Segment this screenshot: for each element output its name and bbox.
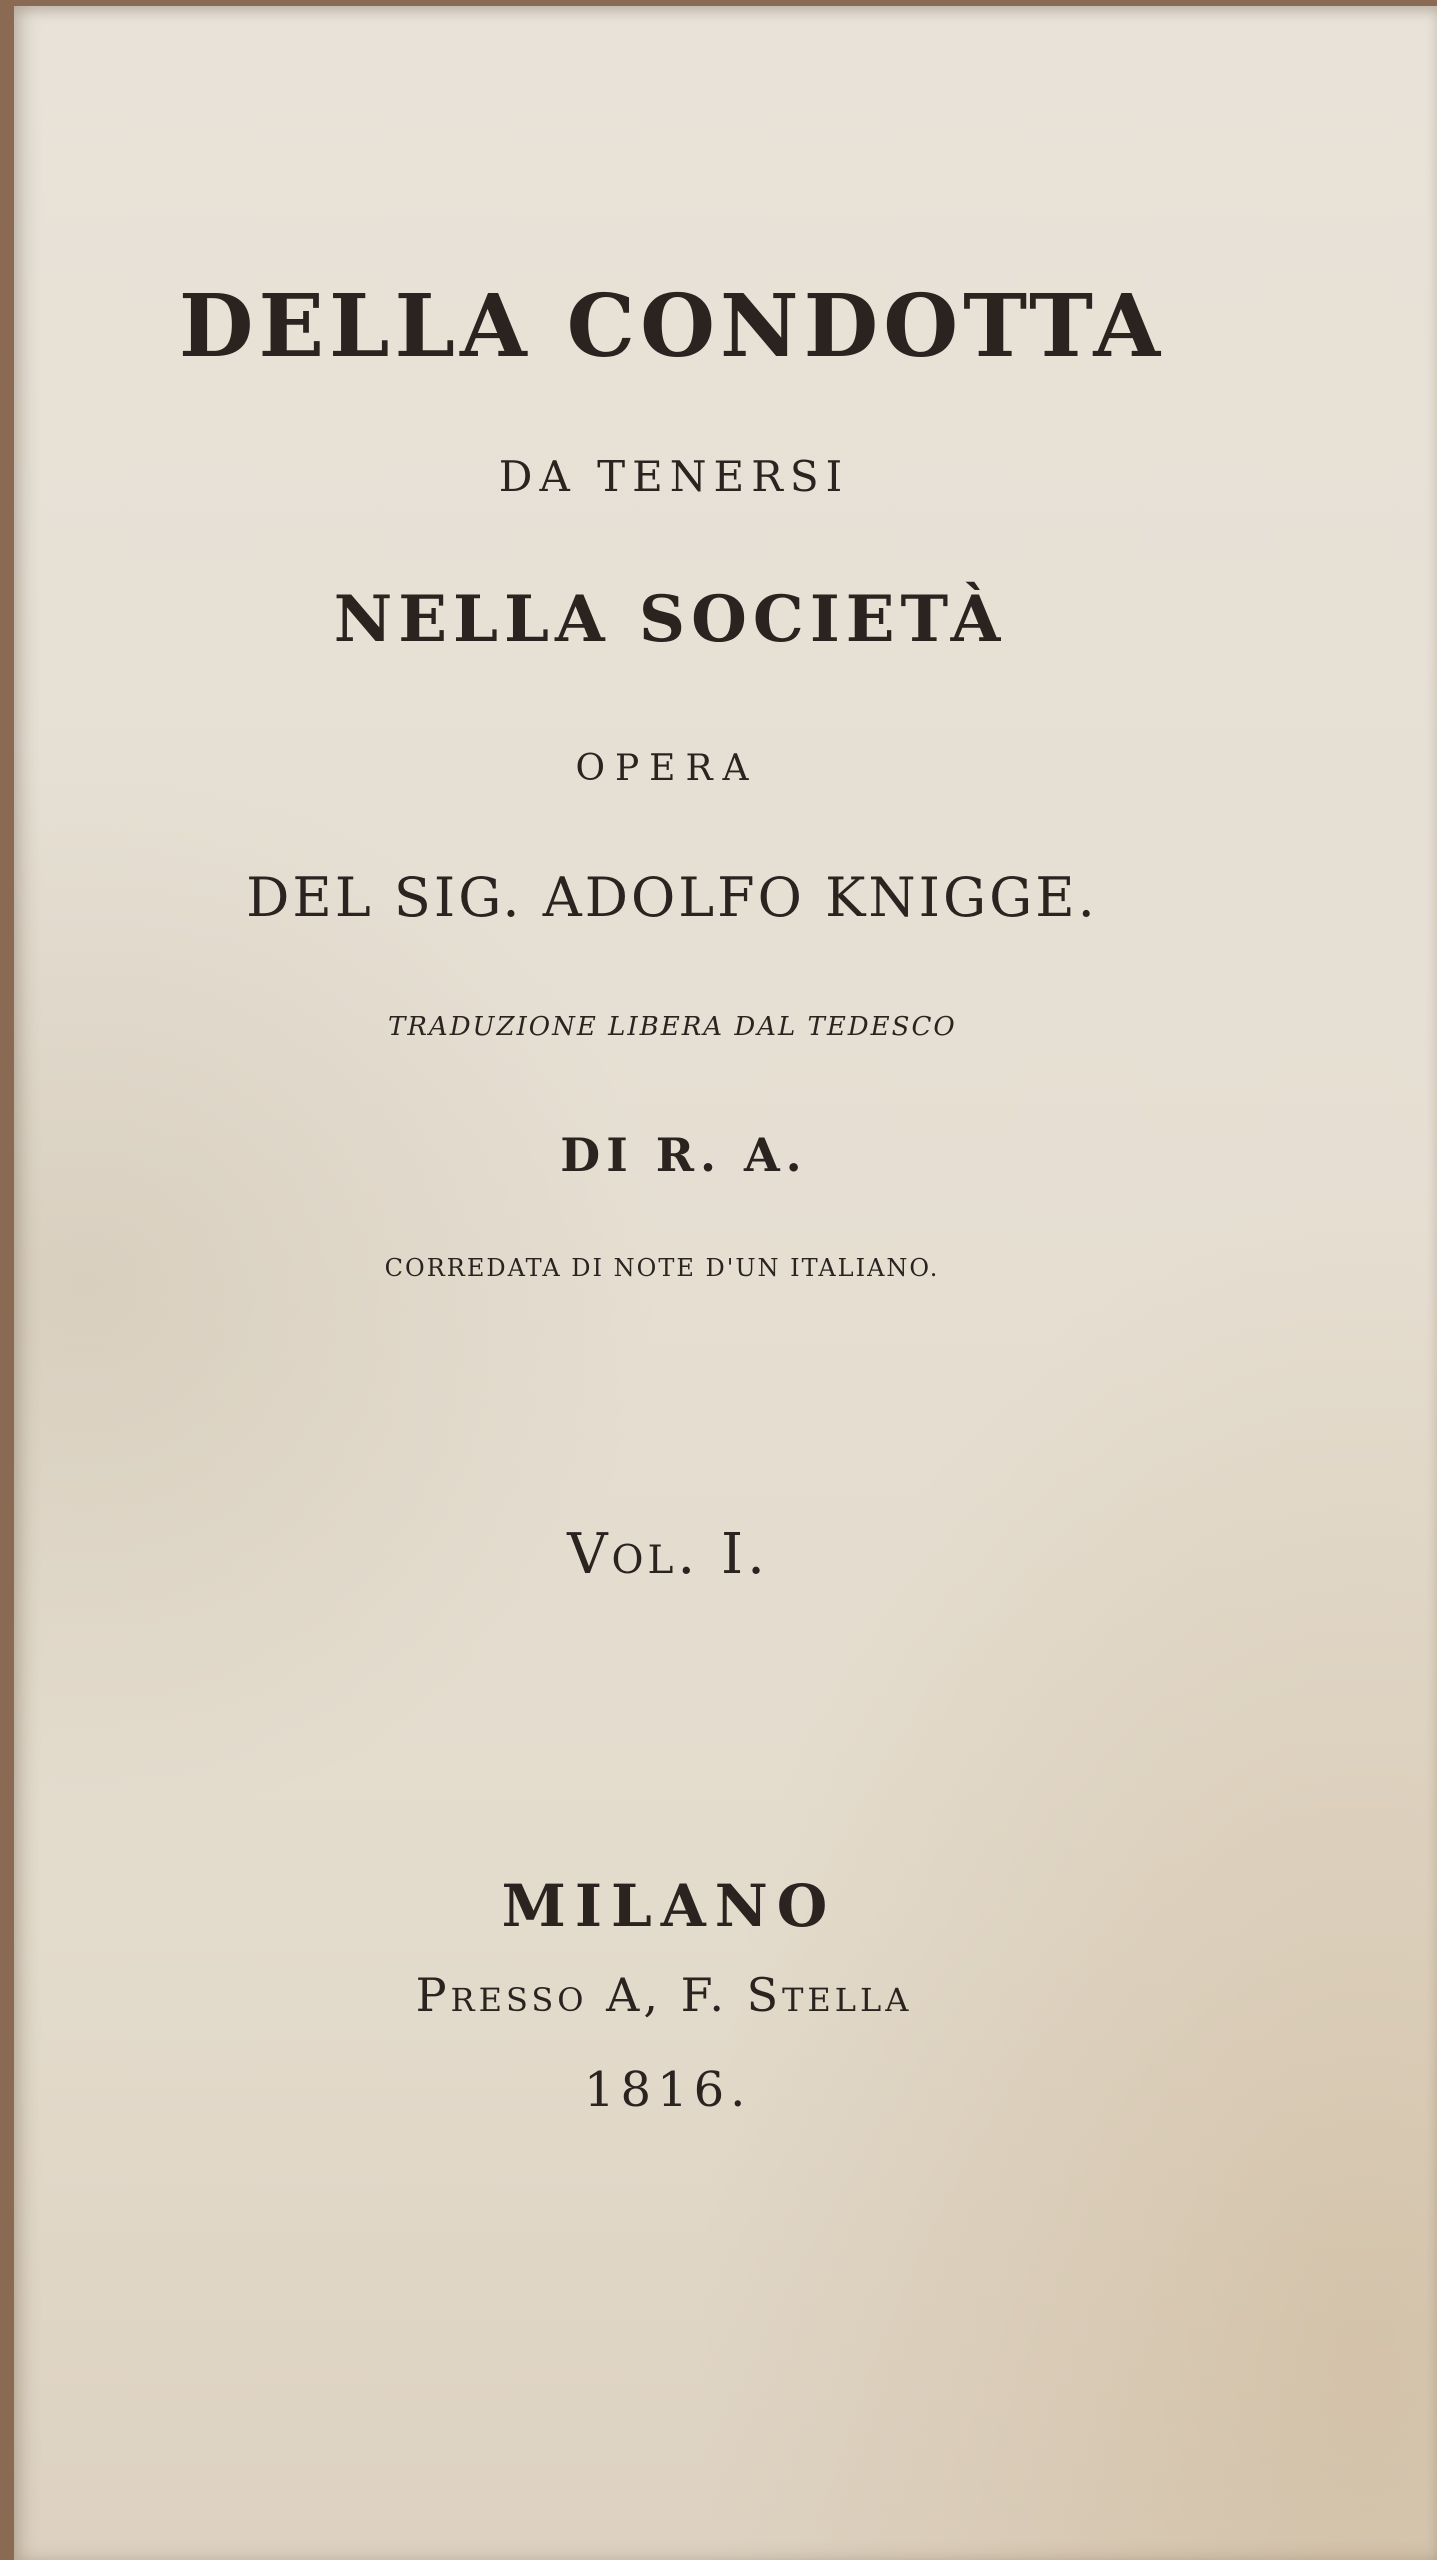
translator-line: DI R. A. (560, 1128, 808, 1182)
publisher-line: Presso A, F. Stella (415, 1968, 913, 2022)
volume-label: Vol. I. (567, 1522, 769, 1587)
book-page (14, 6, 1437, 2560)
book-title: DELLA CONDOTTA (178, 276, 1166, 377)
subtitle-line-1: DA TENERSI (498, 452, 850, 501)
opera-label: OPERA (575, 748, 759, 789)
author-line: DEL SIG. ADOLFO KNIGGE. (246, 866, 1098, 929)
translation-note: TRADUZIONE LIBERA DAL TEDESCO (388, 1012, 957, 1042)
subtitle-line-2: NELLA SOCIETÀ (333, 582, 1007, 657)
annotations-note: CORREDATA DI NOTE D'UN ITALIANO. (384, 1254, 940, 1282)
publication-year: 1816. (584, 2062, 752, 2118)
publication-city: MILANO (501, 1872, 837, 1940)
